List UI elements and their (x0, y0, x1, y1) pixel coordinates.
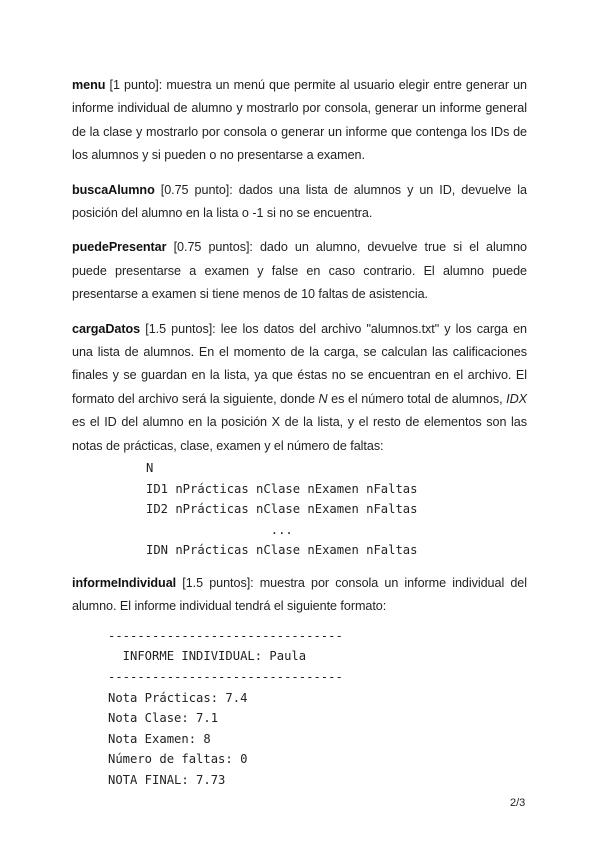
points: [0.75 puntos] (173, 240, 250, 255)
section-cargaDatos (72, 318, 527, 458)
description: : dados una lista de alumnos y un ID, devuelve la posición del alumno en la lista o -1 si no se encuentra. (72, 182, 527, 221)
function-name: cargaDatos (72, 321, 141, 336)
code-line: -------------------------------- (108, 628, 343, 643)
code-line: ID2 nPrácticas nClase nExamen nFaltas (146, 502, 418, 517)
code-line: Nota Prácticas: 7.4 (108, 690, 248, 705)
function-name: menu (72, 78, 106, 92)
code-line: INFORME INDIVIDUAL: Paula (108, 649, 307, 664)
code-line: IDN nPrácticas nClase nExamen nFaltas (146, 543, 418, 558)
section-buscaAlumno (72, 179, 527, 226)
code-line: ID1 nPrácticas nClase nExamen nFaltas (146, 481, 418, 496)
code-line: -------------------------------- (108, 670, 343, 685)
points: [1 punto] (109, 78, 159, 92)
code-line: Número de faltas: 0 (108, 752, 248, 767)
document-body (72, 74, 527, 791)
section-informeIndividual (72, 572, 527, 619)
function-name: puedePresentar (72, 240, 167, 255)
page-number: 2/3 (510, 797, 526, 809)
code-line: N (146, 461, 154, 476)
description: : muestra por consola un informe individual del alumno. El informe individual tendrá el siguiente formato: (72, 576, 528, 614)
variable-idx: IDX (506, 391, 528, 406)
variable-n: N (318, 391, 328, 406)
points: [1.5 puntos] (182, 576, 251, 591)
function-name: informeIndividual (72, 576, 177, 591)
section-puedePresentar (72, 236, 527, 306)
report-example-block (108, 626, 527, 791)
points: [1.5 puntos] (145, 321, 213, 336)
description-a: : lee los datos del archivo "alumnos.txt" y los carga en una lista de alumnos. En el momento de la carga, se calculan las calificaciones finales y se guardan en la lista, ya que éstas no se encuentran en el archivo. El formato del archivo será la siguiente, donde (72, 321, 528, 406)
function-name: buscaAlumno (72, 182, 155, 197)
file-format-block (146, 458, 527, 561)
description-b: es el número total de alumnos, (327, 391, 507, 406)
description-c: es el ID del alumno en la posición X de la lista, y el resto de elementos son las notas de prácticas, clase, examen y el número de faltas: (72, 415, 527, 453)
section-menu (72, 74, 527, 168)
description: : muestra un menú que permite al usuario elegir entre generar un informe individual de alumno y mostrarlo por consola, generar un informe general de la clase y mostrarlo por consola o generar un informe que contenga los IDs de los alumnos y si pueden o no presentarse a examen. (72, 78, 527, 163)
code-line: ... (146, 522, 293, 537)
code-line: Nota Clase: 7.1 (108, 711, 219, 726)
points: [0.75 punto] (160, 182, 230, 197)
description: : dado un alumno, devuelve true si el alumno puede presentarse a examen y false en caso contrario. El alumno puede presentarse a examen si tiene menos de 10 faltas de asistencia. (72, 240, 528, 302)
code-line: NOTA FINAL: 7.73 (108, 773, 226, 788)
code-line: Nota Examen: 8 (108, 731, 211, 746)
